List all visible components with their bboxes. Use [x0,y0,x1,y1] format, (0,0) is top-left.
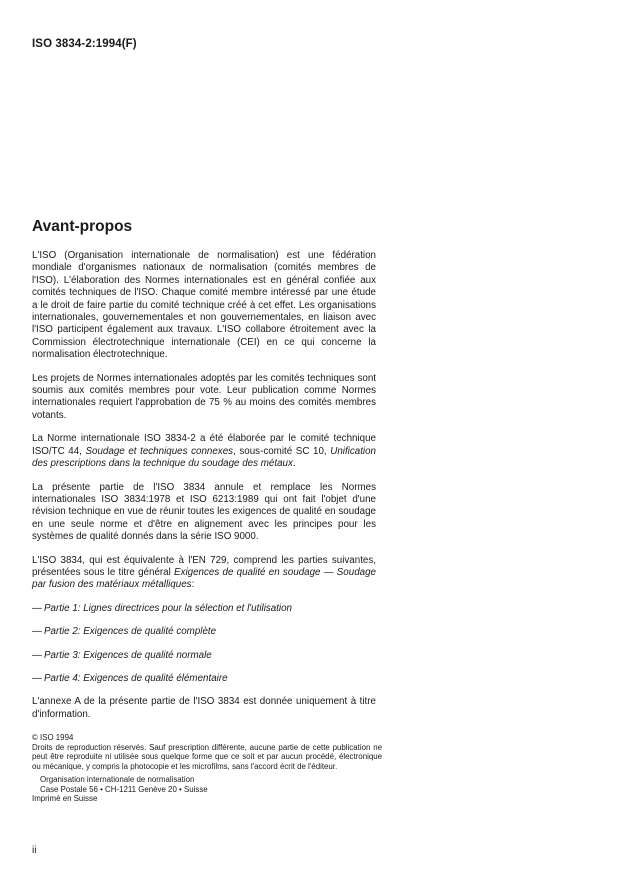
document-id-header: ISO 3834-2:1994(F) [32,38,137,50]
parts-intro-post: : [191,579,195,591]
part-label: Partie 2: Exigences de qualité complète [44,626,217,638]
subcommittee-name: Unification des prescriptions dans la technique du soudage des métaux [32,445,376,470]
committee-name: Soudage et techniques connexes [85,445,234,457]
part-label: Partie 4: Exigences de qualité élémentaire [44,672,228,684]
paragraph-replacement: La présente partie de l'ISO 3834 annule et remplace les Normes internationales ISO 3834:1978 et ISO 6213:1989 qui ont fait l'objet d'une révision technique en vue de réunir toutes les exigences de qualité en soudage en une seule norme et d'être en alignement avec les principes pour les systèmes de qualité donnés dans la série ISO 9000. [32,481,376,543]
foreword-body [32,250,376,732]
paragraph-parts-intro [32,555,376,592]
printed-in: Imprimé en Suisse [32,794,98,803]
part-label: Partie 1: Lignes directrices pour la sélection et l'utilisation [44,602,293,614]
rights-statement: Droits de reproduction réservés. Sauf prescription différente, aucune partie de cette publication ne peut être reproduite ni utilisée sous quelque forme que ce soit et par aucun procédé, électronique ou mécanique, y compris la photocopie et les microfilms, sans l'accord écrit de l'éditeur. [32,742,382,771]
organization-name: Organisation internationale de normalisation [40,775,195,784]
list-item [32,673,376,685]
parts-intro-pre: L'ISO 3834, qui est équivalente à l'EN 729, comprend les parties suivantes, présentées sous le titre général [32,554,376,578]
part-label: Partie 3: Exigences de qualité normale [44,649,212,661]
page-number: ii [32,845,37,856]
general-title: Exigences de qualité en soudage — Soudage par fusion des matériaux métalliques [32,566,376,591]
dash-marker: — [32,672,42,684]
dash-marker: — [32,626,42,638]
dash-marker: — [32,602,42,614]
dash-marker: — [32,649,42,661]
list-item [32,626,376,638]
organization-address: Case Postale 56 • CH-1211 Genève 20 • Suisse [40,784,208,794]
copyright-footer [32,733,382,804]
committee-text-mid: , sous-comité SC 10, [233,445,331,457]
committee-text-pre: La Norme internationale ISO 3834-2 a été élaborée par le comité technique ISO/TC 44, [32,433,376,457]
paragraph-iso-description: L'ISO (Organisation internationale de normalisation) est une fédération mondiale d'organismes nationaux de normalisation (comités membres de l'ISO). L'élaboration des Normes internationales est en général confiée aux comités techniques de l'ISO. Chaque comité membre intéressé par une étude a le droit de faire partie du comité technique créé à cet effet. Les organisations internationales, gouvernementales et non gouvernementales, en liaison avec l'ISO participent également aux travaux. L'ISO collabore étroitement avec la Commission électrotechnique internationale (CEI) en ce qui concerne la normalisation électrotechnique. [32,250,376,361]
paragraph-committee [32,433,376,470]
section-title: Avant-propos [32,218,133,235]
paragraph-annex: L'annexe A de la présente partie de l'ISO 3834 est donnée uniquement à titre d'information. [32,696,376,720]
paragraph-voting: Les projets de Normes internationales adoptés par les comités techniques sont soumis aux comités membres pour vote. Leur publication comme Normes internationales requiert l'approbation de 75 % au moins des comités membres votants. [32,372,376,421]
list-item [32,603,376,615]
committee-text-post: . [292,458,296,470]
list-item [32,650,376,662]
copyright-line: © ISO 1994 [32,733,74,742]
